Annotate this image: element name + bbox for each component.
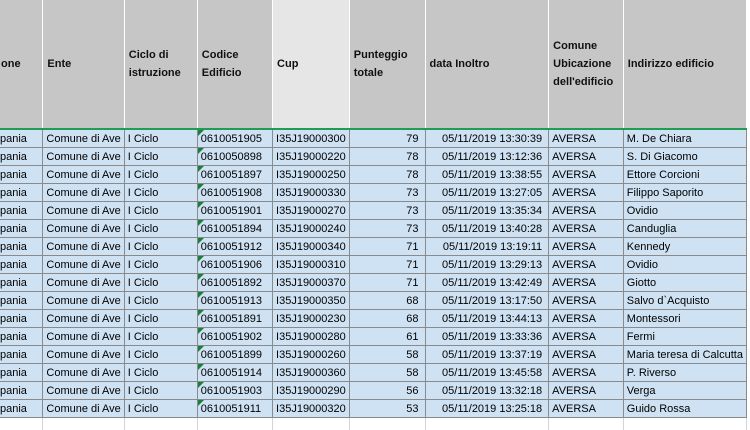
header-row (0, 0, 747, 129)
empty-cell[interactable] (623, 418, 746, 430)
column-header-selected[interactable]: Cup (273, 0, 350, 129)
data-cell[interactable]: 05/11/2019 13:45:58 (425, 364, 549, 382)
punteggio-cell[interactable]: 53 (349, 400, 425, 418)
comune-cell[interactable]: AVERSA (549, 328, 624, 346)
indirizzo-cell[interactable]: Ettore Corcioni (623, 166, 746, 184)
table-row (0, 148, 747, 166)
regione-cell[interactable]: pania (0, 310, 43, 328)
punteggio-cell[interactable]: 68 (349, 292, 425, 310)
codice-cell[interactable]: 0610051894 (197, 220, 272, 238)
codice-cell[interactable]: 0610051906 (197, 256, 272, 274)
punteggio-cell[interactable]: 61 (349, 328, 425, 346)
indirizzo-cell[interactable]: M. De Chiara (623, 129, 746, 148)
comune-cell[interactable]: AVERSA (549, 166, 624, 184)
data-cell[interactable]: 05/11/2019 13:32:18 (425, 382, 549, 400)
comune-cell[interactable]: AVERSA (549, 220, 624, 238)
data-cell[interactable]: 05/11/2019 13:38:55 (425, 166, 549, 184)
empty-cell[interactable] (43, 418, 124, 430)
column-header[interactable]: Ente (43, 0, 124, 129)
indirizzo-cell[interactable]: Filippo Saporito (623, 184, 746, 202)
comune-cell[interactable]: AVERSA (549, 274, 624, 292)
ente-cell[interactable]: Comune di Ave (43, 238, 124, 256)
ente-cell[interactable]: Comune di Ave (43, 382, 124, 400)
cup-cell[interactable]: I35J19000250 (273, 166, 350, 184)
regione-cell[interactable]: pania (0, 184, 43, 202)
ciclo-cell[interactable]: I Ciclo (124, 274, 197, 292)
regione-cell[interactable]: pania (0, 202, 43, 220)
cup-cell[interactable]: I35J19000340 (273, 238, 350, 256)
ciclo-cell[interactable]: I Ciclo (124, 400, 197, 418)
table-row (0, 202, 747, 220)
table-row (0, 346, 747, 364)
ente-cell[interactable]: Comune di Ave (43, 166, 124, 184)
ente-cell[interactable]: Comune di Ave (43, 274, 124, 292)
regione-cell[interactable]: pania (0, 328, 43, 346)
table-row (0, 382, 747, 400)
ente-cell[interactable]: Comune di Ave (43, 148, 124, 166)
column-header[interactable]: Ciclo di istruzione (124, 0, 197, 129)
codice-cell[interactable]: 0610051913 (197, 292, 272, 310)
indirizzo-cell[interactable]: Fermi (623, 328, 746, 346)
ciclo-cell[interactable]: I Ciclo (124, 310, 197, 328)
data-cell[interactable]: 05/11/2019 13:29:13 (425, 256, 549, 274)
codice-cell[interactable]: 0610051911 (197, 400, 272, 418)
indirizzo-cell[interactable]: Maria teresa di Calcutta (623, 346, 746, 364)
ciclo-cell[interactable]: I Ciclo (124, 364, 197, 382)
punteggio-cell[interactable]: 79 (349, 129, 425, 148)
ente-cell[interactable]: Comune di Ave (43, 328, 124, 346)
cup-cell[interactable]: I35J19000300 (273, 129, 350, 148)
comune-cell[interactable]: AVERSA (549, 238, 624, 256)
table-row (0, 256, 747, 274)
punteggio-cell[interactable]: 58 (349, 364, 425, 382)
regione-cell[interactable]: pania (0, 364, 43, 382)
codice-cell[interactable]: 0610050898 (197, 148, 272, 166)
data-cell[interactable]: 05/11/2019 13:30:39 (425, 129, 549, 148)
data-cell[interactable]: 05/11/2019 13:27:05 (425, 184, 549, 202)
ciclo-cell[interactable]: I Ciclo (124, 256, 197, 274)
data-cell[interactable]: 05/11/2019 13:40:28 (425, 220, 549, 238)
cup-cell[interactable]: I35J19000280 (273, 328, 350, 346)
punteggio-cell[interactable]: 56 (349, 382, 425, 400)
punteggio-cell[interactable]: 68 (349, 310, 425, 328)
indirizzo-cell[interactable]: P. Riverso (623, 364, 746, 382)
punteggio-cell[interactable]: 73 (349, 184, 425, 202)
data-cell[interactable]: 05/11/2019 13:42:49 (425, 274, 549, 292)
punteggio-cell[interactable]: 58 (349, 346, 425, 364)
cup-cell[interactable]: I35J19000360 (273, 364, 350, 382)
table-row (0, 400, 747, 418)
ciclo-cell[interactable]: I Ciclo (124, 292, 197, 310)
column-header[interactable]: Indirizzo edificio (623, 0, 746, 129)
ente-cell[interactable]: Comune di Ave (43, 310, 124, 328)
empty-cell[interactable] (197, 418, 272, 430)
regione-cell[interactable]: pania (0, 346, 43, 364)
indirizzo-cell[interactable]: Montessori (623, 310, 746, 328)
comune-cell[interactable]: AVERSA (549, 382, 624, 400)
ciclo-cell[interactable]: I Ciclo (124, 148, 197, 166)
table-body (0, 129, 747, 430)
data-cell[interactable]: 05/11/2019 13:25:18 (425, 400, 549, 418)
ente-cell[interactable]: Comune di Ave (43, 292, 124, 310)
regione-cell[interactable]: pania (0, 382, 43, 400)
cup-cell[interactable]: I35J19000220 (273, 148, 350, 166)
data-cell[interactable]: 05/11/2019 13:35:34 (425, 202, 549, 220)
indirizzo-cell[interactable]: Salvo d`Acquisto (623, 292, 746, 310)
ciclo-cell[interactable]: I Ciclo (124, 129, 197, 148)
comune-cell[interactable]: AVERSA (549, 256, 624, 274)
cup-cell[interactable]: I35J19000350 (273, 292, 350, 310)
codice-cell[interactable]: 0610051905 (197, 129, 272, 148)
ciclo-cell[interactable]: I Ciclo (124, 346, 197, 364)
ciclo-cell[interactable]: I Ciclo (124, 184, 197, 202)
empty-cell[interactable] (349, 418, 425, 430)
indirizzo-cell[interactable]: Verga (623, 382, 746, 400)
ciclo-cell[interactable]: I Ciclo (124, 166, 197, 184)
comune-cell[interactable]: AVERSA (549, 400, 624, 418)
empty-cell[interactable] (425, 418, 549, 430)
ciclo-cell[interactable]: I Ciclo (124, 328, 197, 346)
data-cell[interactable]: 05/11/2019 13:37:19 (425, 346, 549, 364)
codice-cell[interactable]: 0610051912 (197, 238, 272, 256)
empty-cell[interactable] (124, 418, 197, 430)
ente-cell[interactable]: Comune di Ave (43, 184, 124, 202)
indirizzo-cell[interactable]: Giotto (623, 274, 746, 292)
ente-cell[interactable]: Comune di Ave (43, 364, 124, 382)
codice-cell[interactable]: 0610051902 (197, 328, 272, 346)
regione-cell[interactable]: pania (0, 256, 43, 274)
data-cell[interactable]: 05/11/2019 13:17:50 (425, 292, 549, 310)
ente-cell[interactable]: Comune di Ave (43, 256, 124, 274)
data-cell[interactable]: 05/11/2019 13:12:36 (425, 148, 549, 166)
ciclo-cell[interactable]: I Ciclo (124, 220, 197, 238)
table-row (0, 238, 747, 256)
ciclo-cell[interactable]: I Ciclo (124, 238, 197, 256)
cup-cell[interactable]: I35J19000230 (273, 310, 350, 328)
indirizzo-cell[interactable]: Ovidio (623, 202, 746, 220)
regione-cell[interactable]: pania (0, 129, 43, 148)
comune-cell[interactable]: AVERSA (549, 364, 624, 382)
data-cell[interactable]: 05/11/2019 13:44:13 (425, 310, 549, 328)
table-row (0, 129, 747, 148)
column-header[interactable]: data Inoltro (425, 0, 549, 129)
regione-cell[interactable]: pania (0, 148, 43, 166)
comune-cell[interactable]: AVERSA (549, 148, 624, 166)
punteggio-cell[interactable]: 71 (349, 274, 425, 292)
regione-cell[interactable]: pania (0, 292, 43, 310)
codice-cell[interactable]: 0610051901 (197, 202, 272, 220)
cup-cell[interactable]: I35J19000320 (273, 400, 350, 418)
codice-cell[interactable]: 0610051914 (197, 364, 272, 382)
table-row (0, 292, 747, 310)
cup-cell[interactable]: I35J19000290 (273, 382, 350, 400)
table-row (0, 220, 747, 238)
ente-cell[interactable]: Comune di Ave (43, 346, 124, 364)
column-header[interactable]: Comune Ubicazione dell'edificio (549, 0, 624, 129)
cup-cell[interactable]: I35J19000240 (273, 220, 350, 238)
ente-cell[interactable]: Comune di Ave (43, 400, 124, 418)
regione-cell[interactable]: pania (0, 220, 43, 238)
codice-cell[interactable]: 0610051899 (197, 346, 272, 364)
cup-cell[interactable]: I35J19000270 (273, 202, 350, 220)
comune-cell[interactable]: AVERSA (549, 202, 624, 220)
comune-cell[interactable]: AVERSA (549, 184, 624, 202)
empty-cell[interactable] (0, 418, 43, 430)
table-row (0, 328, 747, 346)
data-cell[interactable]: 05/11/2019 13:33:36 (425, 328, 549, 346)
ciclo-cell[interactable]: I Ciclo (124, 202, 197, 220)
ente-cell[interactable]: Comune di Ave (43, 129, 124, 148)
empty-cell[interactable] (549, 418, 624, 430)
regione-cell[interactable]: pania (0, 400, 43, 418)
indirizzo-cell[interactable]: S. Di Giacomo (623, 148, 746, 166)
punteggio-cell[interactable]: 78 (349, 166, 425, 184)
punteggio-cell[interactable]: 73 (349, 220, 425, 238)
indirizzo-cell[interactable]: Canduglia (623, 220, 746, 238)
comune-cell[interactable]: AVERSA (549, 129, 624, 148)
table-row (0, 274, 747, 292)
cup-cell[interactable]: I35J19000330 (273, 184, 350, 202)
data-cell[interactable]: 05/11/2019 13:19:11 (425, 238, 549, 256)
empty-row (0, 418, 747, 430)
punteggio-cell[interactable]: 71 (349, 256, 425, 274)
ente-cell[interactable]: Comune di Ave (43, 220, 124, 238)
punteggio-cell[interactable]: 73 (349, 202, 425, 220)
comune-cell[interactable]: AVERSA (549, 346, 624, 364)
codice-cell[interactable]: 0610051908 (197, 184, 272, 202)
empty-cell[interactable] (273, 418, 350, 430)
cup-cell[interactable]: I35J19000260 (273, 346, 350, 364)
comune-cell[interactable]: AVERSA (549, 292, 624, 310)
codice-cell[interactable]: 0610051897 (197, 166, 272, 184)
column-header[interactable]: Codice Edificio (197, 0, 272, 129)
indirizzo-cell[interactable]: Ovidio (623, 256, 746, 274)
regione-cell[interactable]: pania (0, 274, 43, 292)
codice-cell[interactable]: 0610051903 (197, 382, 272, 400)
table-row (0, 166, 747, 184)
indirizzo-cell[interactable]: Guido Rossa (623, 400, 746, 418)
ciclo-cell[interactable]: I Ciclo (124, 382, 197, 400)
cup-cell[interactable]: I35J19000310 (273, 256, 350, 274)
table-row (0, 184, 747, 202)
codice-cell[interactable]: 0610051891 (197, 310, 272, 328)
table-row (0, 364, 747, 382)
indirizzo-cell[interactable]: Kennedy (623, 238, 746, 256)
comune-cell[interactable]: AVERSA (549, 310, 624, 328)
column-header[interactable]: Punteggio totale (349, 0, 425, 129)
punteggio-cell[interactable]: 71 (349, 238, 425, 256)
regione-cell[interactable]: pania (0, 166, 43, 184)
ente-cell[interactable]: Comune di Ave (43, 202, 124, 220)
codice-cell[interactable]: 0610051892 (197, 274, 272, 292)
cup-cell[interactable]: I35J19000370 (273, 274, 350, 292)
column-header[interactable]: one (0, 0, 43, 129)
punteggio-cell[interactable]: 78 (349, 148, 425, 166)
regione-cell[interactable]: pania (0, 238, 43, 256)
table-row (0, 310, 747, 328)
